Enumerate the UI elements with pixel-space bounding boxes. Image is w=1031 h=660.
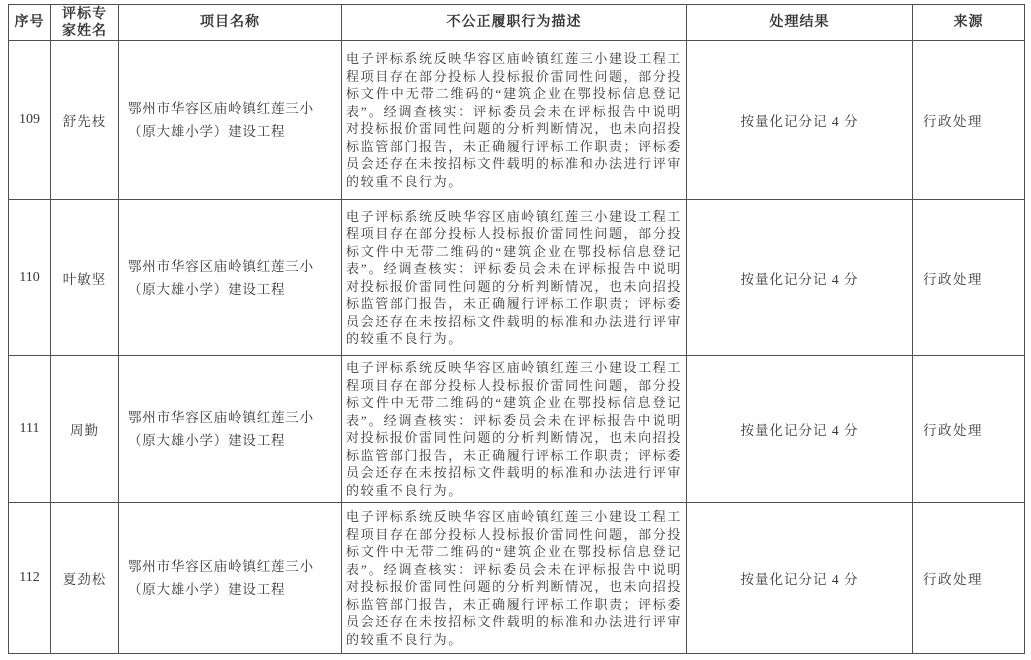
project-name: 鄂州市华容区庙岭镇红莲三小（原大雄小学）建设工程 (119, 200, 342, 356)
source: 行政处理 (913, 41, 1025, 200)
source: 行政处理 (913, 356, 1025, 503)
expert-name: 夏劲松 (51, 503, 119, 654)
source: 行政处理 (913, 200, 1025, 356)
table-row (9, 503, 1025, 654)
row-seq: 111 (9, 356, 51, 503)
table-row (9, 356, 1025, 503)
handling-result: 按量化记分记 4 分 (687, 41, 913, 200)
table-row (9, 41, 1025, 200)
row-seq: 109 (9, 41, 51, 200)
misconduct-table (8, 4, 1025, 654)
table-row (9, 200, 1025, 356)
handling-result: 按量化记分记 4 分 (687, 200, 913, 356)
project-name: 鄂州市华容区庙岭镇红莲三小（原大雄小学）建设工程 (119, 41, 342, 200)
project-name: 鄂州市华容区庙岭镇红莲三小（原大雄小学）建设工程 (119, 503, 342, 654)
header-project-name: 项目名称 (119, 5, 342, 41)
header-expert-name: 评标专家姓名 (51, 5, 119, 41)
behavior-description: 电子评标系统反映华容区庙岭镇红莲三小建设工程工程项目存在部分投标人投标报价雷同性问题，部分投标文件中无带二维码的“建筑企业在鄂投标信息登记表”。经调查核实：评标委员会未在评标报告中说明对投标报价雷同性问题的分析判断情况，也未向招投标监管部门报告，未正确履行评标工作职责；评标委员会还存在未按招标文件载明的标准和办法进行评审的较重不良行为。 (342, 503, 687, 654)
expert-name: 叶敏坚 (51, 200, 119, 356)
handling-result: 按量化记分记 4 分 (687, 503, 913, 654)
expert-name: 周勤 (51, 356, 119, 503)
behavior-description: 电子评标系统反映华容区庙岭镇红莲三小建设工程工程项目存在部分投标人投标报价雷同性问题，部分投标文件中无带二维码的“建筑企业在鄂投标信息登记表”。经调查核实：评标委员会未在评标报告中说明对投标报价雷同性问题的分析判断情况，也未向招投标监管部门报告，未正确履行评标工作职责；评标委员会还存在未按招标文件载明的标准和办法进行评审的较重不良行为。 (342, 200, 687, 356)
behavior-description: 电子评标系统反映华容区庙岭镇红莲三小建设工程工程项目存在部分投标人投标报价雷同性问题，部分投标文件中无带二维码的“建筑企业在鄂投标信息登记表”。经调查核实：评标委员会未在评标报告中说明对投标报价雷同性问题的分析判断情况，也未向招投标监管部门报告，未正确履行评标工作职责；评标委员会还存在未按招标文件载明的标准和办法进行评审的较重不良行为。 (342, 41, 687, 200)
handling-result: 按量化记分记 4 分 (687, 356, 913, 503)
header-source: 来源 (913, 5, 1025, 41)
header-result: 处理结果 (687, 5, 913, 41)
header-description: 不公正履职行为描述 (342, 5, 687, 41)
row-seq: 112 (9, 503, 51, 654)
header-seq: 序号 (9, 5, 51, 41)
row-seq: 110 (9, 200, 51, 356)
project-name: 鄂州市华容区庙岭镇红莲三小（原大雄小学）建设工程 (119, 356, 342, 503)
source: 行政处理 (913, 503, 1025, 654)
table-header-row (9, 5, 1025, 41)
expert-name: 舒先枝 (51, 41, 119, 200)
behavior-description: 电子评标系统反映华容区庙岭镇红莲三小建设工程工程项目存在部分投标人投标报价雷同性问题，部分投标文件中无带二维码的“建筑企业在鄂投标信息登记表”。经调查核实：评标委员会未在评标报告中说明对投标报价雷同性问题的分析判断情况，也未向招投标监管部门报告，未正确履行评标工作职责；评标委员会还存在未按招标文件载明的标准和办法进行评审的较重不良行为。 (342, 356, 687, 503)
